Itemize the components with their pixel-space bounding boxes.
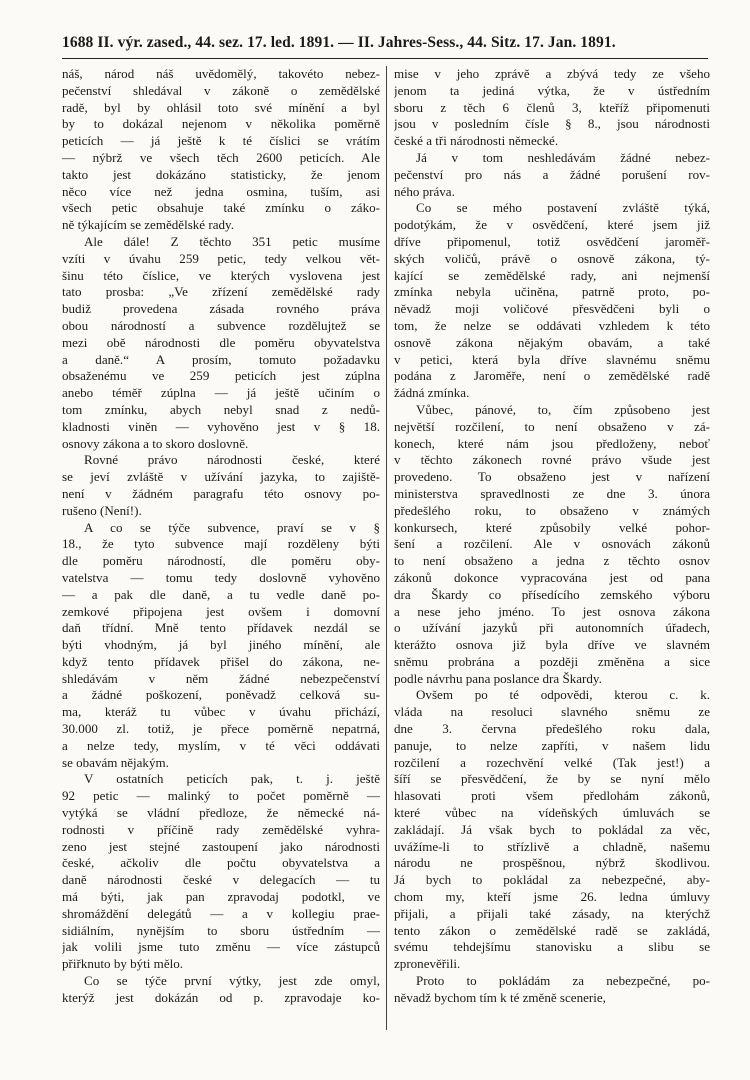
text-line: Co se mého postavení zvláště týká,: [416, 200, 710, 216]
text-line: zákonů dokonce vypracována jest od pana: [394, 569, 710, 585]
text-line: dle poměru národností, dle poměru oby-: [62, 553, 380, 569]
text-line: mise v jeho zprávě a zbývá tedy ze všeho: [394, 66, 710, 81]
text-line: rozčilení a rozechvění velké (Tak jest!) a: [394, 754, 710, 770]
text-line: a nese jeho jméno. To jest osnova zákona: [394, 603, 710, 619]
text-line: to není obsaženo a jedna z těchto osnov: [394, 553, 710, 569]
text-line: šíří se přesvědčení, že by se nyní mělo: [394, 771, 710, 787]
text-line: české, ačkoliv dle počtu obyvatelstva a: [62, 855, 380, 871]
text-line: osnovy zákona a to skoro doslovně.: [62, 435, 249, 451]
text-line: Proto to pokládám za nebezpečné, po-: [416, 973, 710, 989]
text-line: chom my, kteří jsme 26. ledna úmluvy: [394, 889, 710, 905]
text-line: dne 3. června předešlého roku dala,: [394, 721, 710, 737]
text-line: tom zmínku, abych nebyl snad z nedů-: [62, 401, 380, 417]
text-line: — nýbrž ve všech těch 2600 peticích. Ale: [62, 149, 380, 165]
text-line: osnově zákona nějakým obavám, a také: [394, 334, 710, 350]
text-line: vláda na resoluci slavného sněmu ze: [394, 704, 710, 720]
text-line: shromáždění delegátů — a v kollegiu prae-: [62, 905, 380, 921]
text-line: v petici, která byla dříve slavnému sněmu: [394, 351, 710, 367]
text-line: takto jest dokázáno statisticky, že jenom: [62, 166, 380, 182]
text-line: zpronevěřili.: [394, 956, 461, 972]
text-line: mezi obě národnosti dle poměru obyvatelstva: [62, 334, 380, 350]
text-line: provedeno. To obsaženo jest v nařízení: [394, 469, 710, 485]
text-line: vytýká se vládní předloze, že německé ná-: [62, 805, 380, 821]
text-line: o užívání jazyků při autonomních úřadech,: [394, 620, 710, 636]
text-line: rodnosti v příčině rady zemědělské vyhra-: [62, 821, 380, 837]
text-line: budiž provedena zásada rovného práva: [62, 301, 380, 317]
text-line: kterážto osnova již byla dříve ve slavném: [394, 637, 710, 653]
text-line: V ostatních peticích pak, t. j. ještě: [84, 771, 380, 787]
text-line: něco více než jedna osmina, tuším, asi: [62, 183, 380, 199]
text-line: není v žádném paragrafu této osnovy po-: [62, 485, 380, 501]
text-line: se jeví zvláště v užívání jazyka, to zajiště-: [62, 469, 380, 485]
text-line: zmínka nebyla učiněna, patrně proto, po-: [394, 284, 710, 300]
text-line: ministerstva spravedlnosti ze dne 3. února: [394, 485, 710, 501]
text-line: a nelze tedy, myslím, v té věci oddávati: [62, 737, 380, 753]
text-line: pečenství shledával v zákoně o zemědělské: [62, 82, 380, 98]
text-line: které vůbec na vídeňských úmluvách se: [394, 805, 710, 821]
column-divider: [386, 66, 387, 1030]
text-line: konech, které nám jsou předloženy, neboť: [394, 435, 710, 451]
text-line: uvážíme-li to střízlivě a chladně, našemu: [394, 838, 710, 854]
text-line: přijali, a přijali také zásady, na kterýchž: [394, 905, 710, 921]
left-column: [62, 66, 380, 1007]
text-line: obou národností a subvence rozdělujtež se: [62, 317, 380, 333]
text-line: jsou v posledním čísle § 8., jsou národnosti: [394, 116, 710, 132]
text-line: zemkové připojena jest ovšem i domovní: [62, 603, 380, 619]
text-line: přiřknuto by býti mělo.: [62, 956, 184, 972]
text-line: vzíti v úvahu 259 petic, tedy velkou vět-: [62, 250, 380, 266]
text-line: náš, národ náš uvědomělý, takovéto nebez-: [62, 66, 380, 81]
text-line: má býti, jak pan zpravodaj podotkl, ve: [62, 889, 380, 905]
text-line: ských voličů, právě o osnově zákona, tý-: [394, 250, 710, 266]
text-line: 18., že tyto subvence mají rozděleny býti: [62, 536, 380, 552]
header-rule: [62, 58, 708, 59]
text-line: když tento přídavek přišel do zákona, ne-: [62, 653, 380, 669]
text-line: vatelstva — tomu tedy doslovně vyhověno: [62, 569, 380, 585]
text-line: se obavám nějakým.: [62, 754, 169, 770]
text-line: pečenství pro nás a žádné porušení rov-: [394, 166, 710, 182]
text-line: kladnosti viněn — vyhověno jest v § 18.: [62, 418, 380, 434]
text-line: tom, že nelze se oddávati vzhledem k této: [394, 317, 710, 333]
text-line: šinu této číslice, ve kterých vyslovena jest: [62, 267, 380, 283]
right-column: [394, 66, 710, 1007]
text-line: kající se zemědělské rady, ani nejmenší: [394, 267, 710, 283]
text-line: něvadž bychom tím k té změně scenerie,: [394, 989, 606, 1005]
text-line: Rovné právo národnosti české, které: [84, 452, 380, 468]
text-line: hlasovati proti všem předlohám zákonů,: [394, 788, 710, 804]
text-line: obsaženému ve 259 peticích jest zúplna: [62, 368, 380, 384]
text-line: sboru z těch 6 členů 3, kteříž připomenuti: [394, 99, 710, 115]
text-line: a daně.“ A prosím, tomuto požadavku: [62, 351, 380, 367]
text-line: shledávám v něm žádné nebezpečenství: [62, 670, 380, 686]
text-line: konkursech, které způsobily velké pohor-: [394, 519, 710, 535]
text-line: býti vhodným, já byl jiného mínění, ale: [62, 637, 380, 653]
text-line: všech petic obsahuje také zmínku o záko-: [62, 200, 380, 216]
text-line: Vůbec, pánové, to, čím způsobeno jest: [416, 401, 710, 417]
text-line: Co se týče první výtky, jest zde omyl,: [84, 973, 380, 989]
text-line: Já bych to pokládal za nebezpečné, aby-: [394, 872, 710, 888]
text-line: kterýž jest dokázán od p. zpravodaje ko-: [62, 989, 380, 1005]
text-line: anebo téměř zúplna — já ještě učiním o: [62, 385, 380, 401]
text-line: A co se týče subvence, praví se v §: [84, 519, 380, 535]
text-line: by to dokázal nejenom v několika poměrně: [62, 116, 380, 132]
text-line: svému tehdejšímu stanovisku a slibu se: [394, 939, 710, 955]
text-line: ně týkajícím se zemědělské rady.: [62, 217, 234, 233]
text-line: daně národnosti české v delegacích — tu: [62, 872, 380, 888]
text-line: podotýkám, že v osvědčení, které jsem již: [394, 217, 710, 233]
text-line: peticích — já ještě k té číslici se vrátím: [62, 133, 380, 149]
text-line: předešlého roku, to obsaženo v známých: [394, 502, 710, 518]
text-line: panuje, to nelze zapříti, v našem lidu: [394, 737, 710, 753]
text-line: 30.000 zl. totiž, je přece poměrně nepatrná,: [62, 721, 380, 737]
text-line: 92 petic — malinký to počet poměrně —: [62, 788, 380, 804]
text-line: rušeno (Není!).: [62, 502, 142, 518]
text-line: sněmu probrána a později změněna a sice: [394, 653, 710, 669]
text-line: radě, byl by ohlásil toto své mínění a byl: [62, 99, 380, 115]
text-line: podána z Jaroměře, není o zemědělské radě: [394, 368, 710, 384]
text-line: zakládají. Já však bych to pokládal za věc,: [394, 821, 710, 837]
text-line: šení a rozčilení. Ale v osnovách zákonů: [394, 536, 710, 552]
text-line: české a tři národnosti německé.: [394, 133, 559, 149]
text-line: daň třídní. Mně tento přídavek nezdál se: [62, 620, 380, 636]
text-line: Já v tom neshledávám žádné nebez-: [416, 149, 710, 165]
text-line: sidiálním, nynějším to sboru ústředním —: [62, 922, 380, 938]
text-line: Ale dále! Z těchto 351 petic musíme: [84, 233, 380, 249]
text-line: tento zákon o zemědělské radě se zakládá,: [394, 922, 710, 938]
text-line: národu ne prospěšnou, nýbrž škodlivou.: [394, 855, 710, 871]
text-line: Ovšem po té odpovědi, kterou c. k.: [416, 687, 710, 703]
text-line: jenom ta jediná výtka, že v ústředním: [394, 82, 710, 98]
text-line: něvadž moji voličové přesvědčeni byli o: [394, 301, 710, 317]
text-line: žádná zmínka.: [394, 385, 470, 401]
text-line: v těchto zákonech rovné právo všude jest: [394, 452, 710, 468]
page-header: 1688 II. výr. zased., 44. sez. 17. led. 1891. — II. Jahres-Sess., 44. Sitz. 17. Jan. 1891.: [62, 34, 616, 51]
text-line: dra Škardy co přísedícího zemského výboru: [394, 586, 710, 602]
text-line: jak volili jsme tuto změnu — více zástupců: [62, 939, 380, 955]
text-line: — a pak dle daně, a tu vedle daně po-: [62, 586, 380, 602]
text-line: dříve připomenul, totiž osvědčení jaroměř-: [394, 233, 710, 249]
text-line: a žádné poškození, poněvadž celková su-: [62, 687, 380, 703]
text-line: tato prosba: „Ve zřízení zemědělské rady: [62, 284, 380, 300]
text-line: podle návrhu pana poslance dra Škardy.: [394, 670, 602, 686]
text-line: ného práva.: [394, 183, 455, 199]
text-line: zeno jest stejné zastoupení jako národnosti: [62, 838, 380, 854]
text-line: největší rozčilení, to není obsaženo v zá-: [394, 418, 710, 434]
text-line: ma, kteráž tu vůbec v úvahu přichází,: [62, 704, 380, 720]
